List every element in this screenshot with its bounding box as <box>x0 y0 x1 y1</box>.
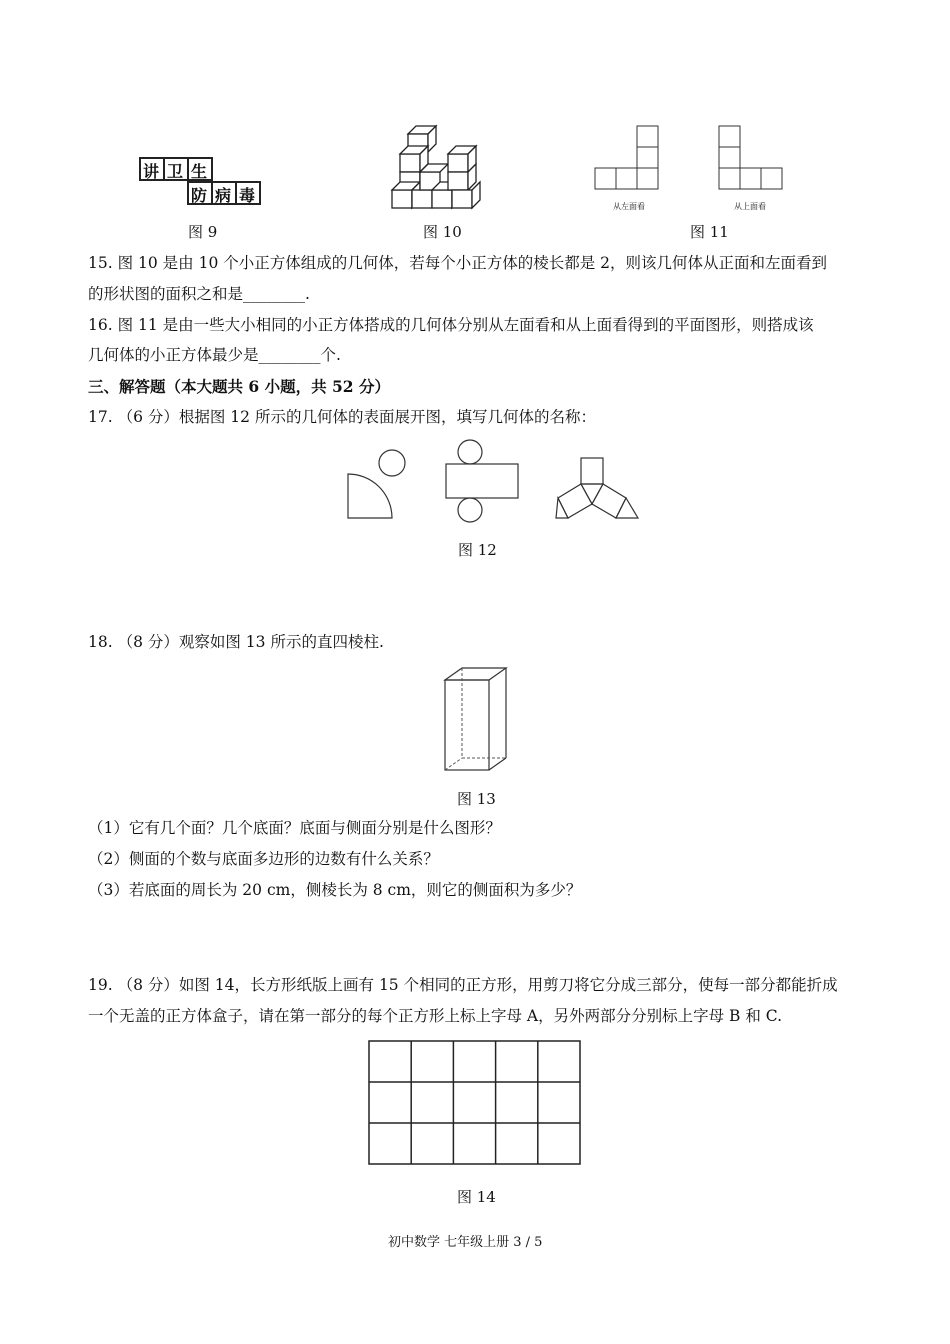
fig9-char: 卫 <box>167 162 184 181</box>
fig9-char: 毒 <box>239 186 256 205</box>
figure-9-caption: 图 9 <box>188 223 218 241</box>
figure-13-caption: 图 13 <box>457 790 496 808</box>
q18-sub3: （3）若底面的周长为 20 cm，侧棱长为 8 cm，则它的侧面积为多少？ <box>88 881 582 899</box>
figure-12-caption: 图 12 <box>458 541 497 559</box>
figure-14-caption: 图 14 <box>457 1188 496 1206</box>
figure-10-cubes <box>388 122 498 212</box>
fig9-char: 生 <box>191 162 208 181</box>
q15-line1: 15. 图 10 是由 10 个小正方体组成的几何体，若每个小正方体的棱长都是 2，则该几何体从正面和左面看到 <box>88 254 828 272</box>
q17-text: 17. （6 分）根据图 12 所示的几何体的表面展开图，填写几何体的名称： <box>88 408 596 426</box>
fig9-char: 讲 <box>143 162 160 181</box>
q18-sub2: （2）侧面的个数与底面多边形的边数有什么关系？ <box>88 850 439 868</box>
figure-13-prism <box>442 666 512 776</box>
fig11-left-label: 从左面看 <box>613 202 645 211</box>
q19-line2: 一个无盖的正方体盒子，请在第一部分的每个正方形上标上字母 A，另外两部分分别标上字母 B 和 C. <box>88 1007 783 1025</box>
figure-9 <box>138 156 268 208</box>
q18-text: 18. （8 分）观察如图 13 所示的直四棱柱. <box>88 633 384 651</box>
section-3-heading: 三、解答题（本大题共 6 小题，共 52 分） <box>88 377 390 396</box>
figure-11-views <box>594 126 794 196</box>
q18-sub1: （1）它有几个面？几个底面？底面与侧面分别是什么图形？ <box>88 819 501 837</box>
fig9-char: 病 <box>215 186 232 205</box>
page-footer: 初中数学 七年级上册 3 / 5 <box>388 1235 543 1250</box>
fig9-char: 防 <box>191 186 208 205</box>
fig11-top-label: 从上面看 <box>734 202 766 211</box>
figure-11-caption: 图 11 <box>690 223 729 241</box>
figure-12-nets <box>340 438 650 528</box>
q15-line2: 的形状图的面积之和是________. <box>88 285 310 303</box>
q16-line1: 16. 图 11 是由一些大小相同的小正方体搭成的几何体分别从左面看和从上面看得到的平面图形，则搭成该 <box>88 316 814 334</box>
figure-14-grid <box>368 1040 583 1166</box>
figure-10-caption: 图 10 <box>423 223 462 241</box>
q19-line1: 19. （8 分）如图 14，长方形纸版上画有 15 个相同的正方形，用剪刀将它分成三部分，使每一部分都能折成 <box>88 976 838 994</box>
q16-line2: 几何体的小正方体最少是________个. <box>88 346 341 364</box>
